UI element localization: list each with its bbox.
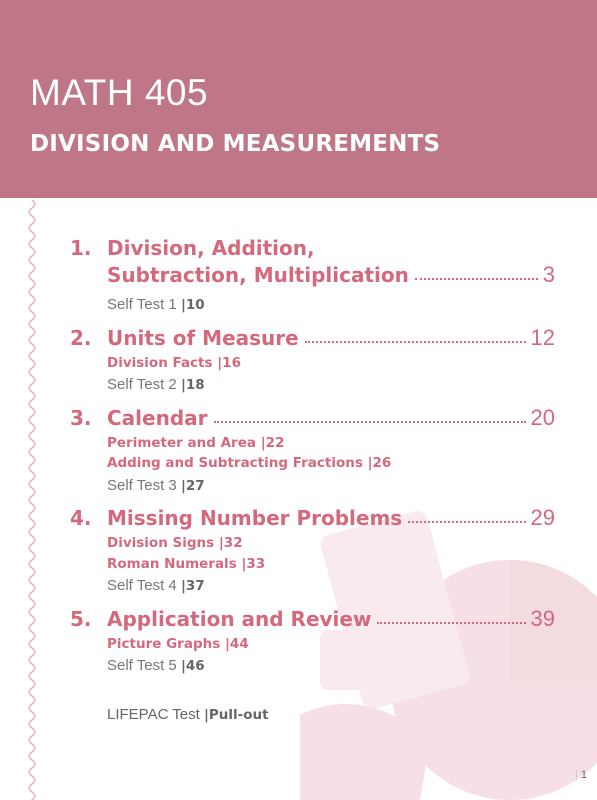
unit-number: 5.	[70, 606, 92, 631]
dot-leader	[214, 420, 526, 423]
table-of-contents	[70, 236, 555, 674]
toc-unit-4[interactable]	[70, 505, 555, 594]
unit-title: Units of Measure	[107, 325, 299, 350]
wavy-border-decoration	[25, 200, 39, 800]
self-test-entry[interactable]	[70, 658, 555, 674]
self-test-page: |46	[180, 658, 205, 674]
self-test-page: |37	[180, 578, 205, 594]
self-test-page: |18	[180, 377, 205, 393]
unit-page: 3	[542, 262, 555, 287]
dot-leader	[377, 621, 525, 624]
lesson-page: |22	[260, 434, 285, 451]
self-test-page: |27	[180, 477, 205, 494]
unit-title-continued: Subtraction, Multiplication	[107, 263, 409, 287]
unit-title: Missing Number Problems	[107, 506, 403, 530]
self-test-entry[interactable]	[70, 377, 555, 393]
lesson-entry[interactable]	[70, 537, 555, 551]
toc-unit-5[interactable]	[70, 606, 555, 674]
unit-title: Division, Addition,	[107, 236, 315, 260]
course-title: DIVISION AND MEASUREMENTS	[30, 131, 441, 157]
lifepac-test-entry[interactable]	[107, 706, 269, 723]
unit-number: 4.	[70, 506, 92, 530]
unit-page: 12	[530, 324, 555, 350]
lesson-entry[interactable]	[70, 555, 555, 572]
self-test-entry[interactable]	[70, 578, 555, 594]
lesson-page: |44	[224, 635, 249, 652]
page-number	[575, 769, 587, 781]
dot-leader	[408, 520, 525, 523]
self-test-entry[interactable]	[70, 478, 555, 494]
unit-number: 2.	[70, 325, 92, 350]
unit-number: 3.	[70, 405, 92, 430]
footer-divider: |	[575, 769, 578, 781]
lesson-label: Roman Numerals	[107, 555, 237, 572]
self-test-entry[interactable]	[70, 297, 555, 313]
toc-unit-2[interactable]	[70, 325, 555, 393]
self-test-page: |10	[180, 297, 205, 313]
lesson-entry[interactable]	[70, 457, 555, 471]
self-test-label: Self Test 3	[107, 476, 177, 494]
lesson-label: Perimeter and Area	[107, 434, 256, 451]
lesson-label: Division Signs	[107, 535, 215, 551]
course-code: MATH 405	[30, 72, 209, 113]
dot-leader	[305, 340, 526, 343]
toc-unit-1[interactable]	[70, 236, 555, 313]
lesson-entry[interactable]	[70, 635, 555, 652]
unit-page: 29	[530, 505, 555, 530]
lifepac-test-label: LIFEPAC Test	[107, 706, 200, 723]
lesson-page: |16	[217, 354, 241, 371]
lesson-label: Picture Graphs	[107, 635, 221, 652]
lesson-page: |33	[241, 555, 266, 572]
self-test-label: Self Test 1	[107, 296, 177, 313]
self-test-label: Self Test 2	[107, 376, 177, 393]
lifepac-test-page: |Pull-out	[203, 707, 269, 723]
unit-page: 39	[530, 605, 555, 631]
unit-number: 1.	[70, 236, 92, 260]
unit-page: 20	[530, 404, 555, 430]
lesson-entry[interactable]	[70, 354, 555, 371]
header-banner	[0, 0, 597, 198]
lesson-label: Division Facts	[107, 354, 213, 371]
page-number-value: 1	[580, 769, 587, 781]
self-test-label: Self Test 4	[107, 577, 177, 594]
toc-unit-3[interactable]	[70, 405, 555, 494]
unit-title: Application and Review	[107, 606, 372, 631]
lesson-page: |32	[218, 535, 243, 551]
lesson-page: |26	[367, 455, 392, 471]
unit-title: Calendar	[107, 405, 208, 430]
dot-leader	[415, 277, 538, 280]
self-test-label: Self Test 5	[107, 657, 177, 674]
lesson-entry[interactable]	[70, 434, 555, 451]
lesson-label: Adding and Subtracting Fractions	[107, 455, 363, 471]
